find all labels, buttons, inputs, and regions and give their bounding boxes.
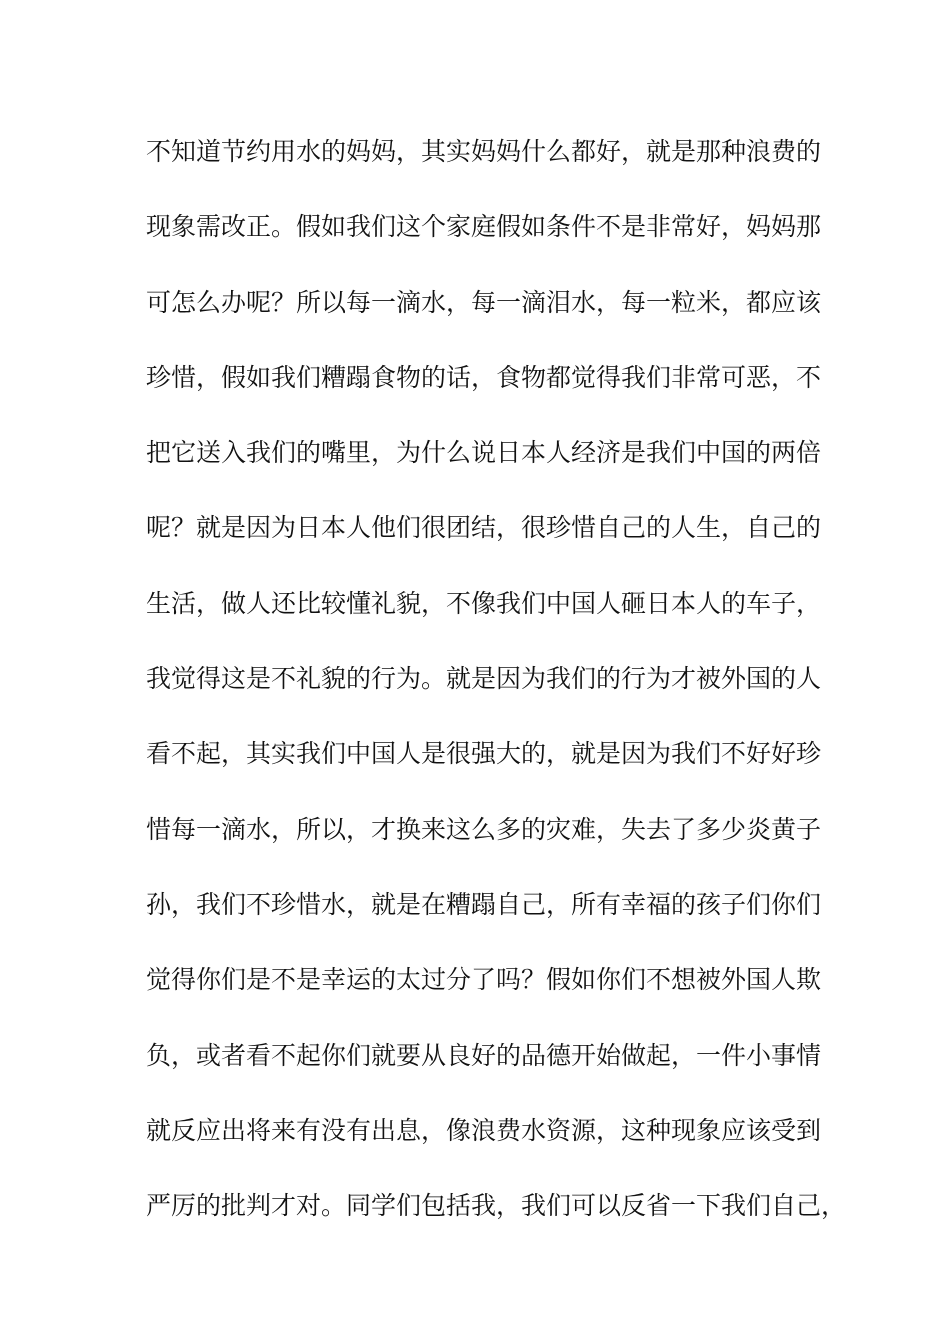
text-line: 负，或者看不起你们就要从良好的品德开始做起，一件小事情 xyxy=(146,1040,822,1070)
text-line: 看不起，其实我们中国人是很强大的，就是因为我们不好好珍 xyxy=(146,739,822,769)
text-line: 就反应出将来有没有出息，像浪费水资源，这种现象应该受到 xyxy=(146,1115,822,1145)
text-line: 惜每一滴水，所以，才换来这么多的灾难，失去了多少炎黄子 xyxy=(146,814,822,844)
text-line: 严厉的批判才对。同学们包括我，我们可以反省一下我们自己， xyxy=(146,1191,847,1221)
text-line: 珍惜，假如我们糟蹋食物的话，食物都觉得我们非常可恶，不 xyxy=(146,362,822,392)
body-text xyxy=(146,132,847,1261)
text-line: 呢？就是因为日本人他们很团结，很珍惜自己的人生，自己的 xyxy=(146,513,822,543)
text-line: 可怎么办呢？所以每一滴水，每一滴泪水，每一粒米，都应该 xyxy=(146,287,822,317)
text-line: 不知道节约用水的妈妈，其实妈妈什么都好，就是那种浪费的 xyxy=(146,137,822,166)
text-line: 孙，我们不珍惜水，就是在糟蹋自己，所有幸福的孩子们你们 xyxy=(146,889,822,919)
text-line: 觉得你们是不是幸运的太过分了吗？假如你们不想被外国人欺 xyxy=(146,965,822,995)
text-line: 现象需改正。假如我们这个家庭假如条件不是非常好，妈妈那 xyxy=(146,212,822,242)
text-line: 生活，做人还比较懂礼貌，不像我们中国人砸日本人的车子， xyxy=(146,588,822,618)
text-line: 我觉得这是不礼貌的行为。就是因为我们的行为才被外国的人 xyxy=(146,664,822,694)
text-line: 把它送入我们的嘴里，为什么说日本人经济是我们中国的两倍 xyxy=(146,438,822,468)
